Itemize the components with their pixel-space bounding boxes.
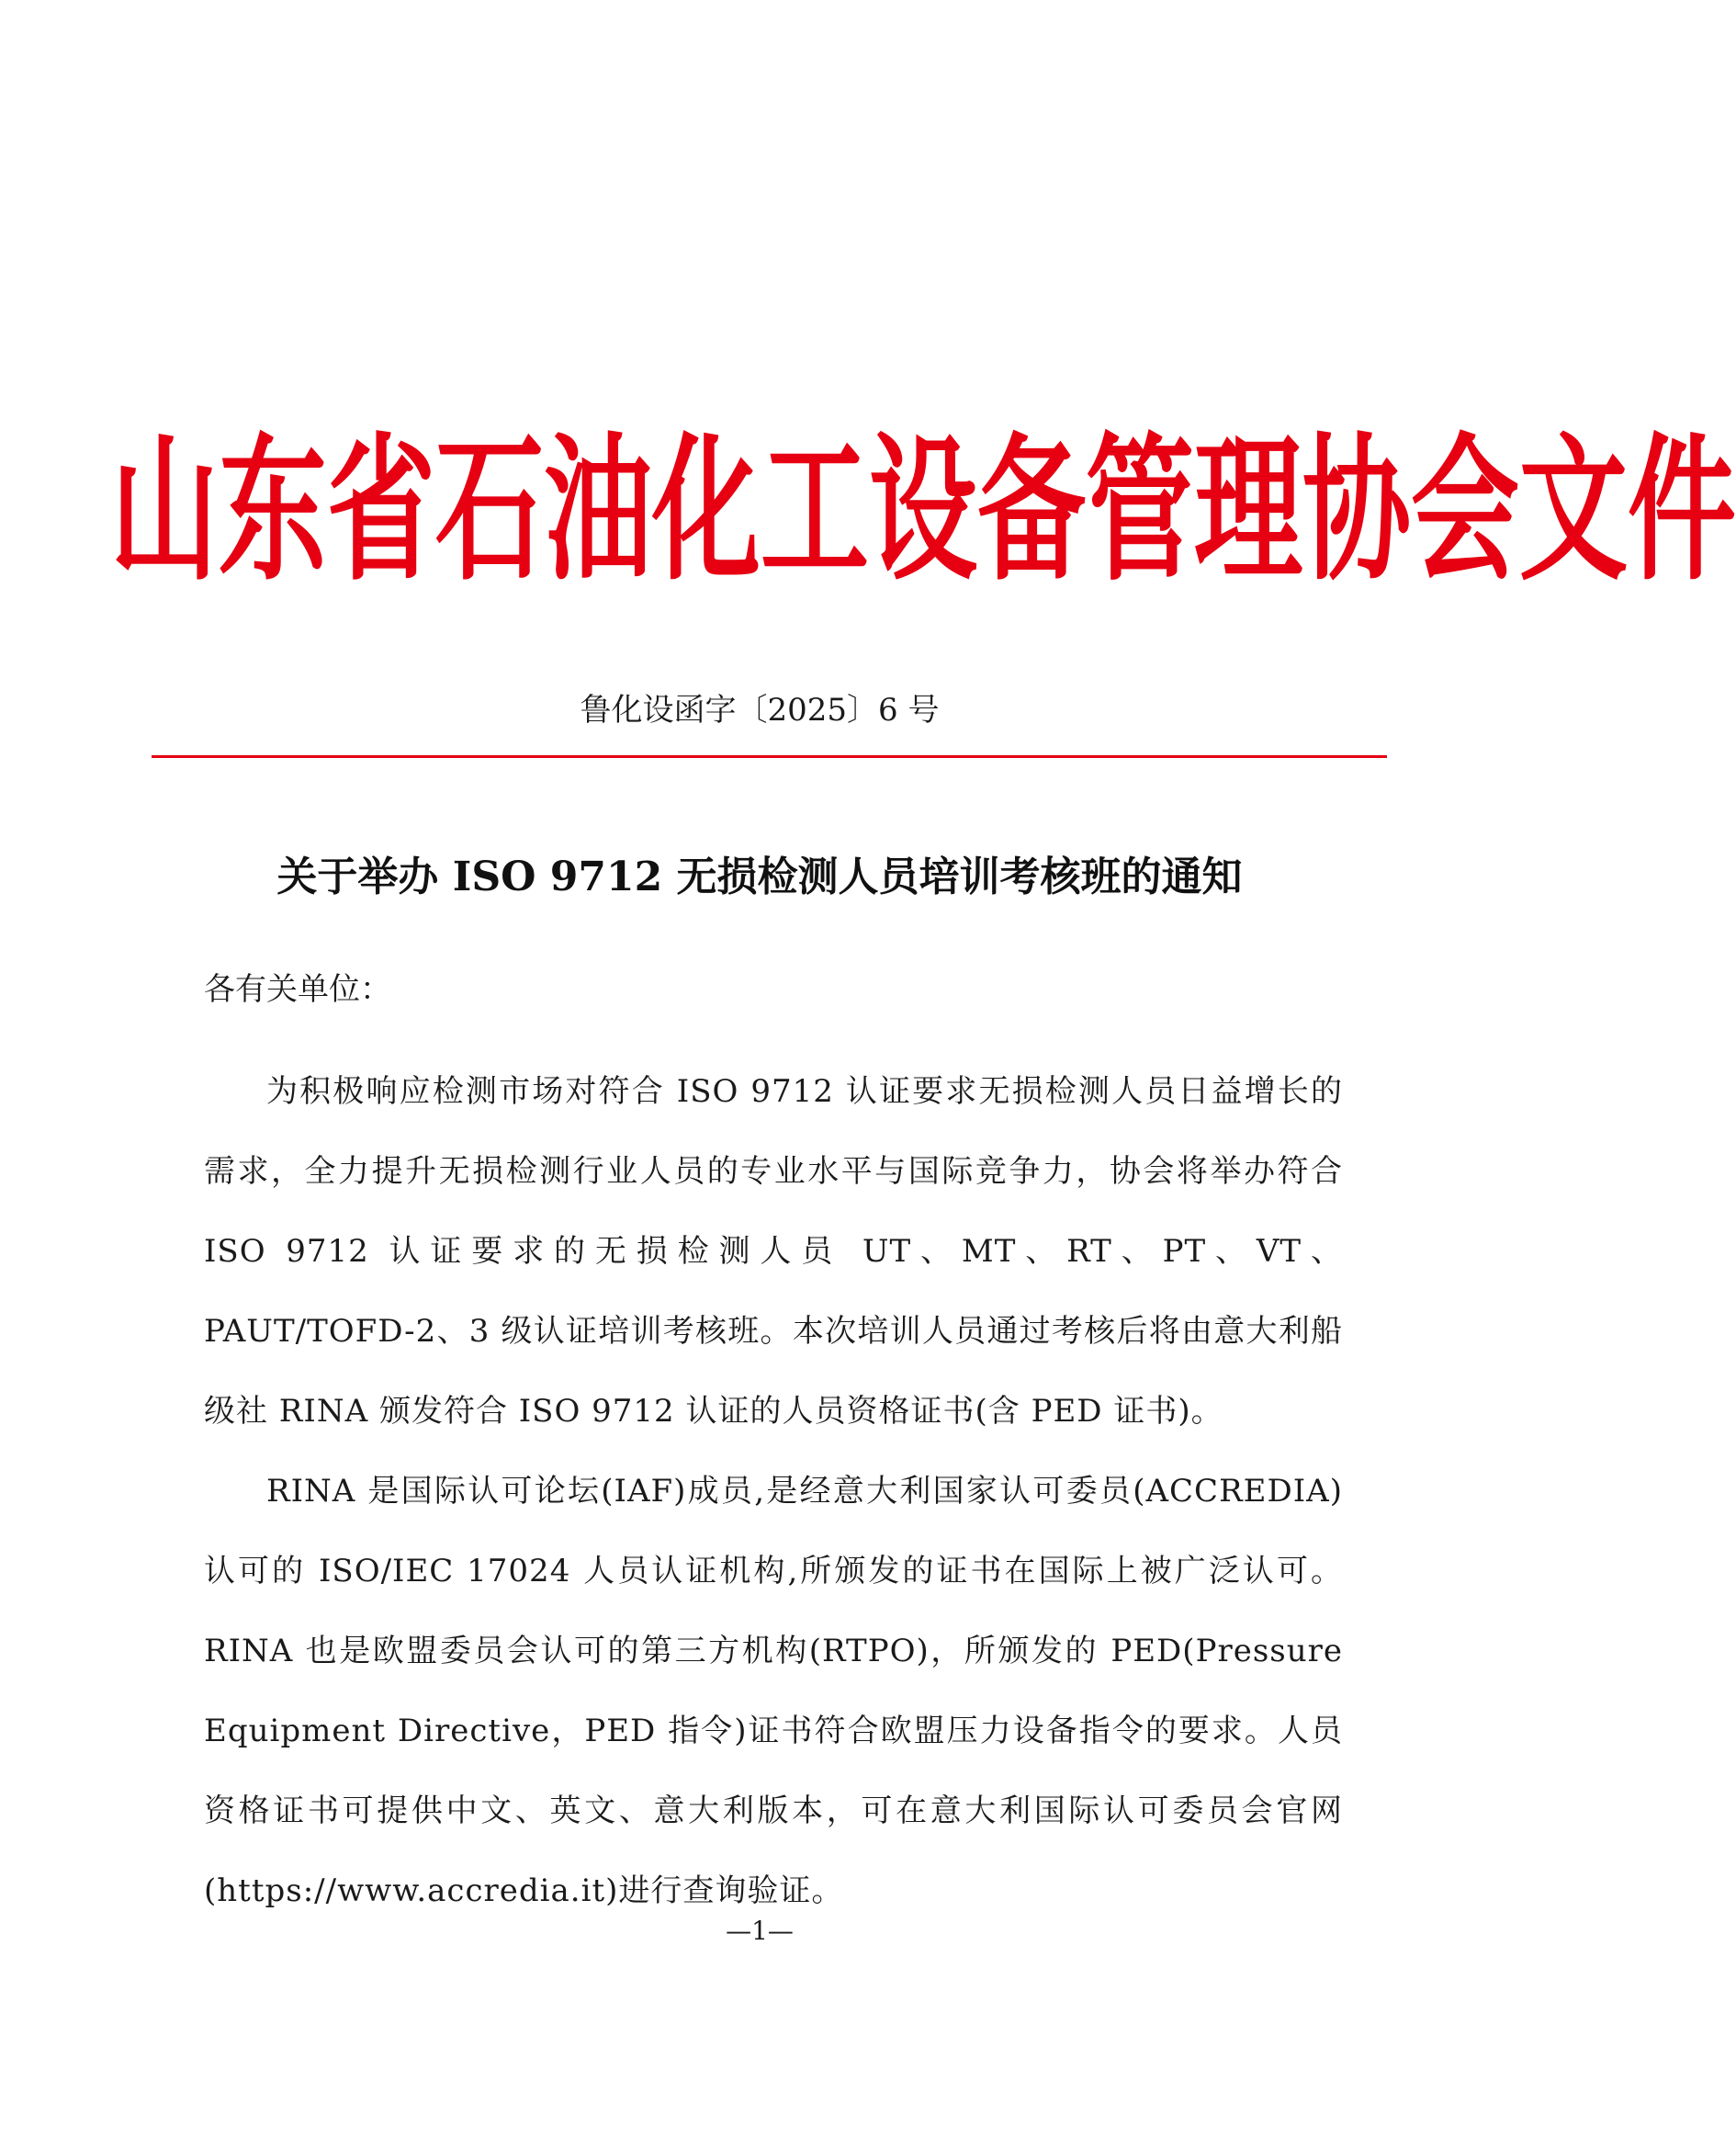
notice-title: 关于举办 ISO 9712 无损检测人员培训考核班的通知 (276, 854, 1243, 900)
header-divider (152, 755, 1387, 758)
document-number: 鲁化设函字〔2025〕6 号 (580, 692, 940, 729)
page-number: —1— (726, 1916, 794, 1946)
masthead-text: 山东省石油化工设备管理协会文件 (110, 417, 1736, 603)
masthead-title (110, 417, 1736, 603)
body-text (204, 1052, 1343, 1931)
paragraph-2: RINA 是国际认可论坛(IAF)成员,是经意大利国家认可委员(ACCREDIA)认可的 ISO/IEC 17024 人员认证机构,所颁发的证书在国际上被广泛认可。RINA 也是欧盟委员会认可的第三方机构(RTPO)，所颁发的 PED(Pressure Equipment Directive，PED 指令)证书符合欧盟压力设备指令的要求。人员资格证书可提供中文、英文、意大利版本，可在意大利国际认可委员会官网(https://www.accredia.it)进行查询验证。 (204, 1473, 1343, 1909)
salutation: 各有关单位： (204, 971, 391, 1008)
paragraph-1: 为积极响应检测市场对符合 ISO 9712 认证要求无损检测人员日益增长的需求，全力提升无损检测行业人员的专业水平与国际竞争力，协会将举办符合 ISO 9712 认证要求的无损检测人员 UT、MT、RT、PT、VT、PAUT/TOFD-2、3 级认证培训考核班。本次培训人员通过考核后将由意大利船级社 RINA 颁发符合 ISO 9712 认证的人员资格证书(含 PED 证书)。 (204, 1073, 1343, 1430)
